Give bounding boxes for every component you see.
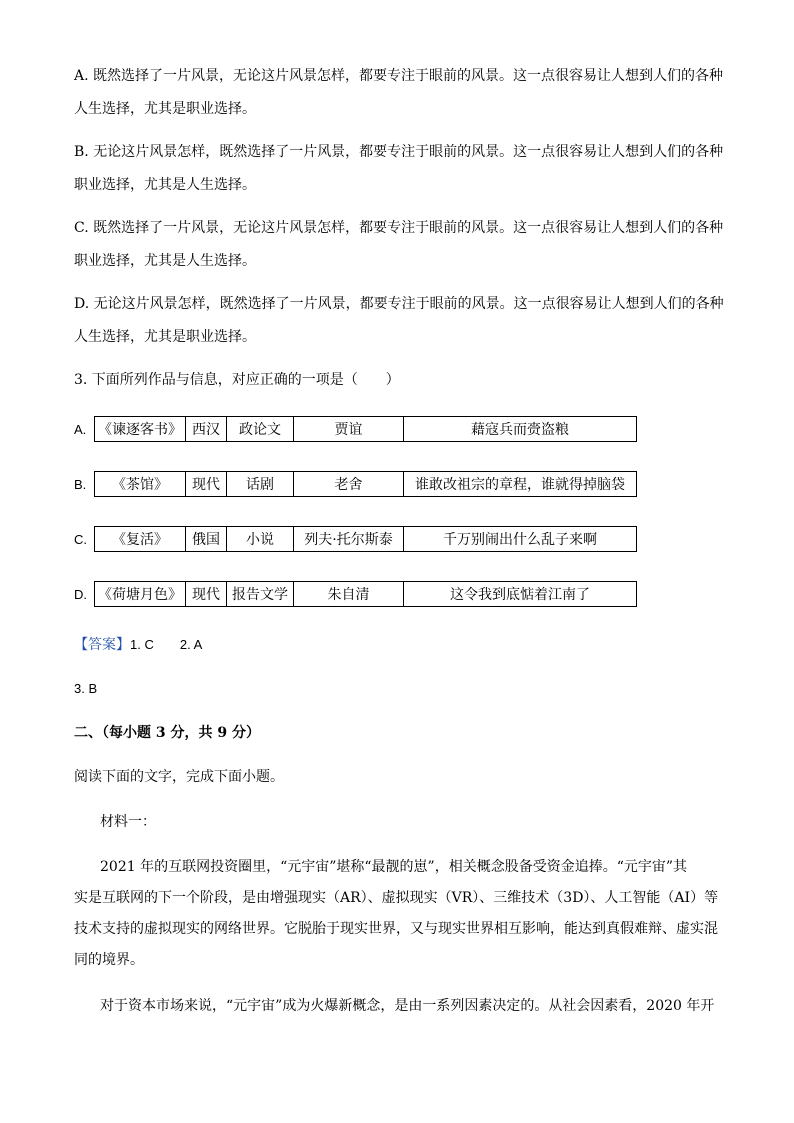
q2-option-a-line2: 人生选择，尤其是职业选择。 <box>74 101 256 117</box>
q3-option-letter: C. <box>74 532 87 547</box>
table-cell-genre: 报告文学 <box>227 582 294 607</box>
paragraph-1-line4: 同的境界。 <box>74 952 144 968</box>
paragraph-1-line1: 2021 年的互联网投资圈里，“元宇宙”堪称“最靓的崽”，相关概念股备受资金追捧。“元宇宙”其 <box>100 859 688 875</box>
table-cell-quote: 这令我到底惦着江南了 <box>404 582 637 607</box>
q3-option-c-table <box>94 526 637 552</box>
table-cell-work: 《茶馆》 <box>95 472 186 497</box>
q3-option-letter: B. <box>74 477 87 492</box>
table-cell-author: 贾谊 <box>294 417 404 442</box>
table-cell-quote: 千万别闹出什么乱子来啊 <box>404 527 637 552</box>
table-cell-author: 老舍 <box>294 472 404 497</box>
q2-option-d-line2: 人生选择，尤其是职业选择。 <box>74 329 256 345</box>
q3-option-letter: D. <box>74 587 87 602</box>
table-cell-work: 《复活》 <box>95 527 186 552</box>
q3-option-d-table <box>94 581 637 607</box>
table-cell-era: 西汉 <box>186 417 227 442</box>
paragraph-1-line3: 技术支持的虚拟现实的网络世界。它脱胎于现实世界，又与现实世界相互影响，能达到真假难辩、虚实混 <box>74 921 718 937</box>
table-cell-quote: 藉寇兵而赍盗粮 <box>404 417 637 442</box>
q2-option-a-line1: A. 既然选择了一片风景，无论这片风景怎样，都要专注于眼前的风景。这一点很容易让人想到人们的各种 <box>74 68 724 84</box>
answer-tag: 【答案】 <box>74 637 130 653</box>
q3-stem: 3. 下面所列作品与信息，对应正确的一项是（ ） <box>74 372 400 388</box>
q3-option-letter: A. <box>74 422 87 437</box>
answer-line <box>74 635 202 655</box>
table-cell-work: 《谏逐客书》 <box>95 417 186 442</box>
table-row <box>95 582 637 607</box>
table-cell-era: 现代 <box>186 582 227 607</box>
q3-option-b-table <box>94 471 637 497</box>
section-instruction: 阅读下面的文字，完成下面小题。 <box>74 769 284 785</box>
q2-option-b-line1: B. 无论这片风景怎样，既然选择了一片风景，都要专注于眼前的风景。这一点很容易让人想到人们的各种 <box>74 144 724 160</box>
material-label: 材料一： <box>100 814 156 830</box>
q3-option-a-table <box>94 416 637 442</box>
table-cell-genre: 小说 <box>227 527 294 552</box>
paragraph-1-line2: 实是互联网的下一个阶段，是由增强现实（AR）、虚拟现实（VR）、三维技术（3D）、人工智能（AI）等 <box>74 890 719 906</box>
paragraph-2-line1: 对于资本市场来说，“元宇宙”成为火爆新概念，是由一系列因素决定的。从社会因素看，2020 年开 <box>100 998 715 1014</box>
section-heading: 二、（每小题 3 分，共 9 分） <box>74 725 260 741</box>
q2-option-b-line2: 职业选择，尤其是人生选择。 <box>74 177 256 193</box>
table-cell-era: 现代 <box>186 472 227 497</box>
table-cell-genre: 话剧 <box>227 472 294 497</box>
answer-3: 3. B <box>74 681 98 696</box>
table-cell-genre: 政论文 <box>227 417 294 442</box>
answer-1: 1. C <box>130 637 154 652</box>
answer-2: 2. A <box>179 637 203 652</box>
q2-option-c-line1: C. 既然选择了一片风景，无论这片风景怎样，都要专注于眼前的风景。这一点很容易让人想到人们的各种 <box>74 220 724 236</box>
q2-option-d-line1: D. 无论这片风景怎样，既然选择了一片风景，都要专注于眼前的风景。这一点很容易让人想到人们的各种 <box>74 296 724 312</box>
table-cell-work: 《荷塘月色》 <box>95 582 186 607</box>
table-cell-author: 列夫·托尔斯泰 <box>294 527 404 552</box>
table-cell-era: 俄国 <box>186 527 227 552</box>
table-row <box>95 472 637 497</box>
table-cell-quote: 谁敢改祖宗的章程，谁就得掉脑袋 <box>404 472 637 497</box>
table-row <box>95 417 637 442</box>
table-row <box>95 527 637 552</box>
table-cell-author: 朱自清 <box>294 582 404 607</box>
q2-option-c-line2: 职业选择，尤其是人生选择。 <box>74 253 256 269</box>
